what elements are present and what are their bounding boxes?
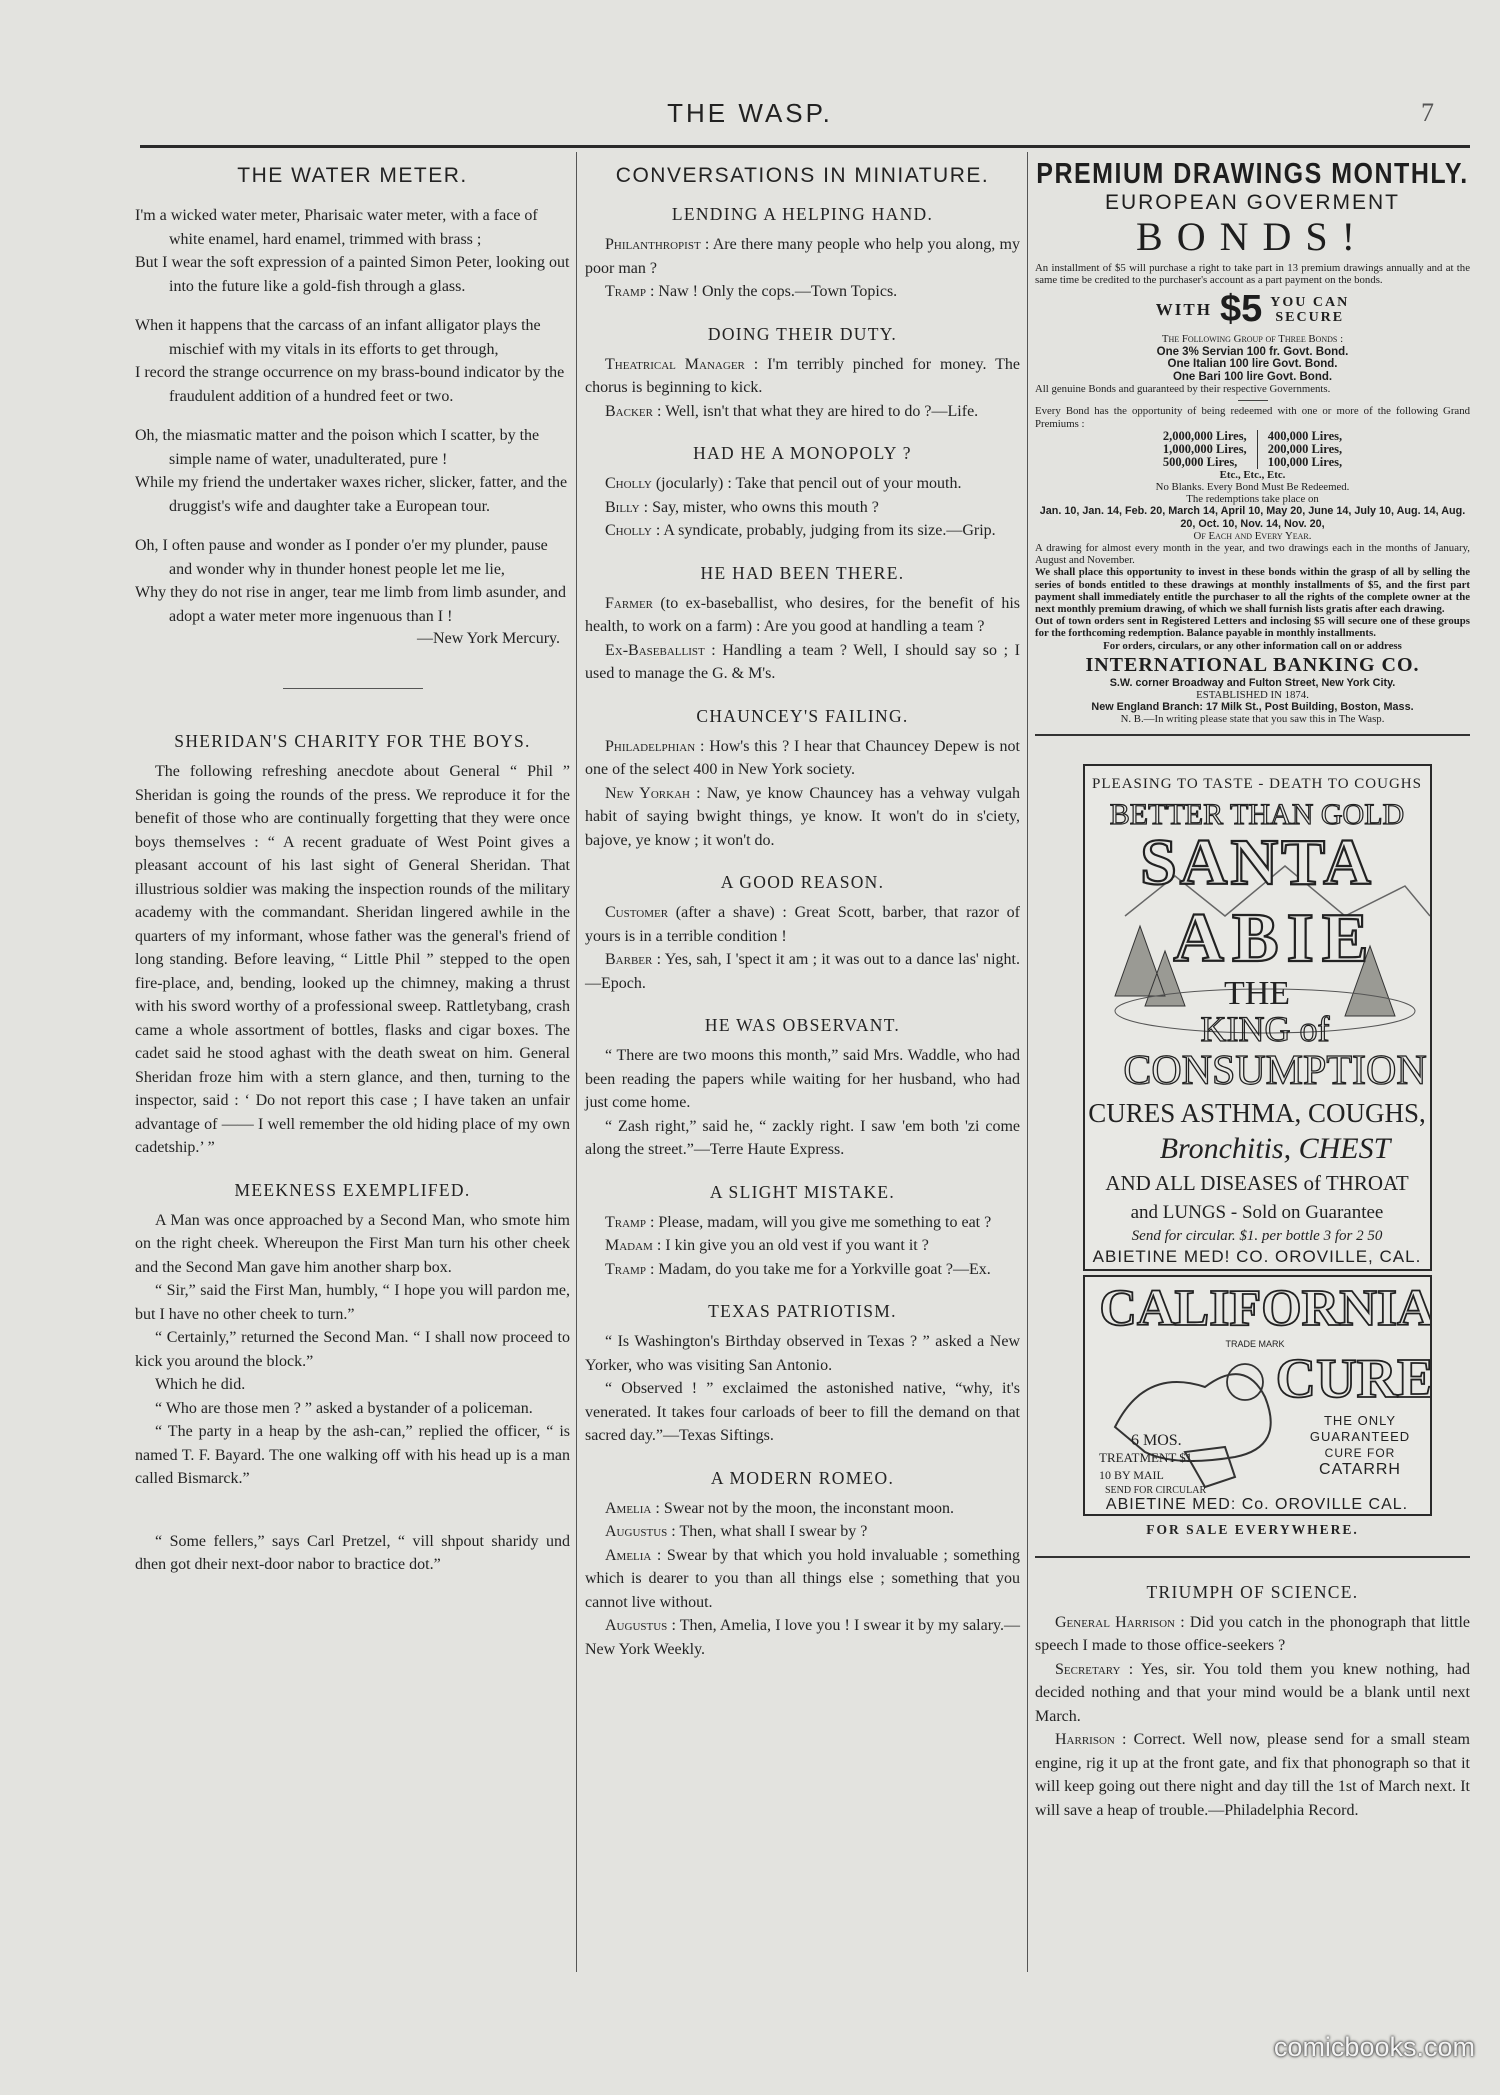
ad-bottom-rule xyxy=(1035,734,1470,736)
speaker: General Harrison : xyxy=(1055,1613,1185,1631)
dialogue: Then, what shall I swear by ? xyxy=(675,1523,868,1540)
dialogue-line xyxy=(585,948,1020,995)
cure-treatment: TREATMENT $1. xyxy=(1099,1449,1196,1465)
conversation-section-title: HAD HE A MONOPOLY ? xyxy=(693,443,912,463)
dialogue-line xyxy=(585,639,1020,686)
ad-established: ESTABLISHED IN 1874. xyxy=(1196,688,1309,701)
conversation-section-title: TEXAS PATRIOTISM. xyxy=(708,1301,897,1321)
triumph-line xyxy=(1035,1658,1470,1729)
speaker: Augustus : xyxy=(605,1523,676,1540)
dialogue-line xyxy=(585,1330,1020,1377)
dialogue-line xyxy=(585,519,1020,543)
ad-consumption: CONSUMPTION xyxy=(1123,1047,1427,1094)
speaker: Tramp : xyxy=(605,283,655,300)
speaker: Farmer xyxy=(605,594,654,612)
ad-amount: $5 xyxy=(1219,288,1263,331)
ad-company: INTERNATIONAL BANKING CO. xyxy=(1085,653,1420,676)
meekness-title: MEEKNESS EXEMPLIFED. xyxy=(234,1179,471,1200)
triumph-title: TRIUMPH OF SCIENCE. xyxy=(1146,1581,1359,1602)
speaker: Ex-Baseballist : xyxy=(605,641,716,659)
speaker: Philadelphian : xyxy=(605,737,705,755)
meekness-paragraph: “ Who are those men ? ” asked a bystander of a policeman. xyxy=(155,1399,533,1417)
ad-redeemed: Every Bond has the opportunity of being redeemed with one or more of the following Grand Premiums : xyxy=(1035,405,1470,430)
ad-you-can: YOU CAN xyxy=(1270,294,1350,310)
dialogue-line xyxy=(585,496,1020,520)
dialogue: Swear by that which you hold invaluable ; something which is dearer to you than all things else ; something that you cannot live without. xyxy=(585,1546,1021,1611)
ad-for-orders: For orders, circulars, or any other information call on or address xyxy=(1103,639,1402,652)
dialogue-line xyxy=(585,782,1020,853)
pretzel-quote: “ Some fellers,” says Carl Pretzel, “ vill shpout sharidy und dhen got dheir next-door nabor to bractice dot.” xyxy=(135,1532,570,1573)
dialogue-line xyxy=(585,1520,1020,1544)
cure-by-mail: 10 BY MAIL xyxy=(1099,1467,1164,1482)
ad-you-can-secure xyxy=(1270,295,1349,325)
ad-lire: 2,000,000 Lires, xyxy=(1162,428,1247,443)
poem-stanza: Oh, I often pause and wonder as I ponder o'er my plunder, pause and wonder why in thunder honest people let me lie, xyxy=(135,537,548,578)
speaker: Harrison : xyxy=(1055,1731,1127,1749)
ad-subhead: EUROPEAN GOVERMENT xyxy=(1104,191,1401,214)
ad-company-abietine: ABIETINE MED! CO. OROVILLE, CAL. xyxy=(1092,1246,1422,1266)
column-3 xyxy=(1035,157,1470,1822)
dialogue-line xyxy=(585,472,1020,496)
dialogue: Are there many people who help you along, my poor man ? xyxy=(585,236,1020,277)
ad-bond-item: One Bari 100 lire Govt. Bond. xyxy=(1172,370,1333,383)
speaker: Billy : xyxy=(605,498,649,516)
cure-trademark: TRADE MARK xyxy=(1225,1338,1285,1349)
section-divider xyxy=(283,688,423,689)
speaker: Tramp : xyxy=(605,1213,655,1231)
dialogue: Naw, ye know Chauncey has a vehway vulgah habit of saying bwight things, ye know. It won't do in s'ciety, bajove, ye know ; it won't do. xyxy=(585,784,1020,849)
triumph-line xyxy=(1035,1611,1470,1658)
watermark-text: comicbooks.com xyxy=(1273,2032,1475,2062)
meekness-paragraph: “ Certainly,” returned the Second Man. “ I shall now proceed to kick you around the block.” xyxy=(135,1329,570,1370)
poem-stanza: When it happens that the carcass of an infant alligator plays the mischief with my vitals in its efforts to get through, xyxy=(135,317,541,358)
ad-bronchitis: Bronchitis, CHEST xyxy=(1159,1131,1391,1165)
ad-lire: 1,000,000 Lires, xyxy=(1162,441,1247,456)
cure-only: THE ONLY xyxy=(1323,1412,1397,1428)
speaker: Barber : xyxy=(605,951,662,968)
conversation-section-title: DOING THEIR DUTY. xyxy=(707,323,898,344)
speaker: Theatrical Manager : xyxy=(605,355,759,373)
ad-branch: New England Branch: 17 Milk St., Post Building, Boston, Mass. xyxy=(1091,701,1414,714)
ad-lire: 100,000 Lires, xyxy=(1267,454,1343,469)
for-sale-everywhere: FOR SALE EVERYWHERE. xyxy=(1146,1521,1359,1537)
ad-price-row xyxy=(1035,288,1470,331)
ad-cures: CURES ASTHMA, COUGHS, xyxy=(1088,1097,1426,1128)
speaker: Augustus : xyxy=(605,1617,676,1634)
dialogue: “ There are two moons this month,” said Mrs. Waddle, who had been reading the papers while waiting for her husband, who had just come home. xyxy=(585,1047,1020,1111)
ad-bond-list xyxy=(1035,346,1470,384)
dialogue: Did you catch in the phonograph that little speech I made to those office-seekers ? xyxy=(1035,1613,1470,1655)
california-cure-illustration xyxy=(1085,1277,1430,1514)
ad-brand-santa: SANTA xyxy=(1140,825,1374,899)
speaker: Amelia : xyxy=(605,1499,660,1517)
column-1 xyxy=(135,160,570,1577)
dialogue-line xyxy=(585,1258,1020,1282)
dialogue: “ Is Washington's Birthday observed in Texas ? ” asked a New Yorker, who was visiting San Antonio. xyxy=(585,1333,1020,1374)
conversation-section-title: CHAUNCEY'S FAILING. xyxy=(696,705,909,726)
conversation-section-title: LENDING A HELPING HAND. xyxy=(671,204,934,224)
ad-lire-col xyxy=(1257,430,1352,469)
dialogue-line xyxy=(585,901,1020,948)
cure-guaranteed: GUARANTEED xyxy=(1309,1428,1411,1444)
dialogue: Swear not by the moon, the inconstant moon. xyxy=(659,1499,955,1517)
cure-title: CALIFORNIA xyxy=(1099,1279,1430,1337)
ad-tagline-top: PLEASING TO TASTE - DEATH TO COUGHS xyxy=(1092,775,1422,792)
ad-divider xyxy=(1238,400,1268,401)
dialogue-line xyxy=(585,1044,1020,1115)
dialogue-line xyxy=(585,592,1020,639)
ad-opportunity: We shall place this opportunity to invest in these bonds within the grasp of all by selling the series of bonds entitled to these drawings at monthly installments of $5, and the first part payment shall immediately entitle the purchaser to all the rights of the complete owner at the next monthly premium drawing, of which we shall furnish lists gratis after each drawing. xyxy=(1035,566,1470,615)
poem-stanza: I record the strange occurrence on my brass-bound indicator by the fraudulent addition of a hundred feet or two. xyxy=(135,364,565,405)
ad-bond-item: One 3% Servian 100 fr. Govt. Bond. xyxy=(1156,345,1349,358)
dialogue: Say, mister, who owns this mouth ? xyxy=(648,498,879,516)
ad-with: WITH xyxy=(1155,299,1212,319)
dialogue: “ Observed ! ” exclaimed the astonished native, “why, it's venerated. It takes four carloads of beer to fill the demand on that sacred day.”—Texas Siftings. xyxy=(585,1380,1020,1444)
column-rule-1 xyxy=(576,152,577,1972)
dialogue: Please, madam, will you give me something to eat ? xyxy=(654,1213,992,1231)
santa-abie-illustration xyxy=(1085,766,1430,1269)
dialogue: (to ex-baseballist, who desires, for the benefit of his health, to work on a farm) : Are you good at handling a team ? xyxy=(585,594,1020,635)
dialogue: I'm terribly pinched for money. The chorus is beginning to kick. xyxy=(585,355,1020,396)
dialogue-line xyxy=(585,1115,1020,1162)
speaker: Amelia : xyxy=(605,1546,662,1564)
meekness-paragraph: “ The party in a heap by the ash-can,” replied the officer, “ is named T. F. Bayard. The one walking off with his head up is a man called Bismarck.” xyxy=(135,1423,570,1487)
header-rule xyxy=(140,145,1470,148)
ad-lire: 200,000 Lires, xyxy=(1267,441,1343,456)
cure-six-mos: 6 MOS. xyxy=(1131,1431,1182,1449)
speaker: Cholly xyxy=(605,475,652,492)
ad-of-each: Of Each and Every Year. xyxy=(1193,529,1312,542)
page-number: 7 xyxy=(1421,98,1434,127)
meekness-paragraph: A Man was once approached by a Second Man, who smote him on the right cheek. Whereupon the First Man turn his other cheek and the Second Man gave him another sharp box. xyxy=(135,1211,570,1276)
dialogue: (after a shave) : Great Scott, barber, that razor of yours is in a terrible condition ! xyxy=(585,904,1020,945)
dialogue: Naw ! Only the cops.—Town Topics. xyxy=(654,283,898,300)
cure-company: ABIETINE MED: Co. OROVILLE CAL. xyxy=(1105,1495,1409,1513)
ad-the: THE xyxy=(1223,974,1291,1012)
poem-stanza: Why they do not rise in anger, tear me limb from limb asunder, and adopt a water meter more ingenuous than I ! xyxy=(135,584,567,625)
conversations-title: CONVERSATIONS IN MINIATURE. xyxy=(615,164,990,187)
page-title: THE WASP. xyxy=(667,98,833,128)
dialogue: Madam, do you take me for a Yorkville goat ?—Ex. xyxy=(654,1260,991,1278)
speaker: Philanthropist : xyxy=(605,236,710,253)
dialogue-line xyxy=(585,400,1020,424)
conversation-section-title: HE HAD BEEN THERE. xyxy=(700,562,905,583)
poem-stanza: While my friend the undertaker waxes richer, slicker, fatter, and the druggist's wife and daughter take a European tour. xyxy=(135,474,568,515)
speaker: Tramp : xyxy=(605,1260,655,1278)
ad-lire-table xyxy=(1035,430,1470,469)
ad-lire: 400,000 Lires, xyxy=(1267,428,1343,443)
dialogue: I kin give you an old vest if you want it ? xyxy=(661,1237,929,1254)
cure-catarrh: CATARRH xyxy=(1319,1460,1401,1478)
conversation-section-title: A GOOD REASON. xyxy=(720,872,885,892)
ad-better-than-gold: BETTER THAN GOLD xyxy=(1109,797,1405,831)
bond-advertisement xyxy=(1035,157,1470,736)
santa-abie-ad xyxy=(1083,764,1432,1271)
cure-send: SEND FOR CIRCULAR xyxy=(1105,1484,1207,1496)
cure-for: CURE FOR xyxy=(1324,1445,1396,1460)
speaker: New Yorkah : xyxy=(605,784,701,802)
dialogue-line xyxy=(585,1211,1020,1235)
ad-diseases: AND ALL DISEASES of THROAT xyxy=(1105,1170,1409,1195)
speaker: Madam : xyxy=(605,1237,662,1254)
poem-stanza: I'm a wicked water meter, Pharisaic water meter, with a face of white enamel, hard enamel, trimmed with brass ; xyxy=(135,207,538,248)
water-meter-poem xyxy=(135,204,570,628)
water-meter-attribution: —New York Mercury. xyxy=(417,630,560,647)
ad-bonds: BONDS! xyxy=(1136,214,1369,259)
speaker: Secretary : xyxy=(1055,1660,1134,1678)
sheridan-body: The following refreshing anecdote about General “ Phil ” Sheridan is going the rounds of the press. We reproduce it for the benefit of those who are continually forgetting that they were once boys themselves : “ A recent graduate of West Point gives a pleasant account of his last sight of General Sheridan. That illustrious soldier was making the inspection rounds of the military academy with the commandant. Sheridan lingered awhile in the quarters of my informant, whose father was the general's friend of long standing. Before leaving, “ Little Phil ” stepped to the open fire-place, and, bending, looked up the chimney, making a thrust with his sword worthy of a professional sweep. Rattletybang, crash came a whole assortment of bottles, flasks and cigar boxes. The cadet said he stood aghast with the death sweat on him. General Sheridan froze him with a stern glance, and then, turning to the inspector, said : ‘ Do not report this case ; I have taken an unfair advantage of —— I well remember the old hiding place of my own cadetship.’ ” xyxy=(135,763,570,1156)
conversation-section-title: A SLIGHT MISTAKE. xyxy=(709,1181,896,1202)
column-rule-2 xyxy=(1027,152,1028,1972)
ad-guarantee: All genuine Bonds and guaranteed by their respective Governments. xyxy=(1035,383,1331,396)
dialogue: Then, Amelia, I love you ! I swear it by my salary.—New York Weekly. xyxy=(585,1617,1021,1658)
conversation-section-title: A MODERN ROMEO. xyxy=(710,1467,895,1488)
ad-nb: N. B.—In writing please state that you saw this in The Wasp. xyxy=(1120,713,1385,726)
dialogue: Handling a team ? Well, I should say so ; I used to manage the G. & M's. xyxy=(585,641,1020,682)
meekness-paragraph: “ Sir,” said the First Man, humbly, “ I hope you will pardon me, but I have no other cheek to turn.” xyxy=(135,1282,570,1323)
ad-etc: Etc., Etc., Etc. xyxy=(1219,468,1286,481)
dialogue-line xyxy=(585,233,1020,280)
dialogue-line xyxy=(585,735,1020,782)
triumph-line xyxy=(1035,1728,1470,1822)
sheridan-title: SHERIDAN'S CHARITY FOR THE BOYS. xyxy=(174,731,531,751)
dialogue: Correct. Well now, please send for a small steam engine, rig it up at the front gate, and fix that phonograph so that it will keep going out there night and day till the 1st of March next. It will save a heap of trouble.—Philadelphia Record. xyxy=(1035,1731,1470,1819)
ad-out-of-town: Out of town orders sent in Registered Letters and inclosing $5 will secure one of these groups for the forthcoming redemption. Balance payable in monthly installments. xyxy=(1035,615,1470,640)
ad-dates: Jan. 10, Jan. 14, Feb. 20, March 14, April 10, May 20, June 14, July 10, Aug. 14, Aug. 20, Oct. 10, Nov. 14, Nov. 20, xyxy=(1039,505,1466,530)
ad-lire-col xyxy=(1153,430,1257,469)
dialogue-line xyxy=(585,1614,1020,1661)
dialogue: Well, isn't that what they are hired to do ?—Life. xyxy=(661,402,979,420)
speaker: Cholly : xyxy=(605,522,661,539)
speaker: Backer : xyxy=(605,402,662,420)
ad-bond-item: One Italian 100 lire Govt. Bond. xyxy=(1167,358,1338,371)
ad-lungs: and LUNGS - Sold on Guarantee xyxy=(1130,1201,1384,1223)
ad-redemptions: The redemptions take place on xyxy=(1186,493,1319,506)
dialogue-line xyxy=(585,1544,1020,1615)
conversation-sections xyxy=(585,204,1020,1661)
ad-send: Send for circular. $1. per bottle 3 for 2 50 xyxy=(1131,1227,1383,1244)
dialogue: (jocularly) : Take that pencil out of your mouth. xyxy=(651,475,962,492)
ad-group-heading: The Following Group of Three Bonds : xyxy=(1161,333,1344,346)
speaker: Customer xyxy=(605,904,669,921)
ad-king: KING of xyxy=(1200,1008,1330,1049)
ad-lire: 500,000 Lires, xyxy=(1162,454,1238,469)
dialogue: A syndicate, probably, judging from its size.—Grip. xyxy=(660,522,996,539)
dialogue: How's this ? I hear that Chauncey Depew is not one of the select 400 in New York society. xyxy=(585,737,1020,778)
water-meter-title: THE WATER METER. xyxy=(237,164,468,187)
dialogue-line xyxy=(585,1234,1020,1258)
conversation-section-title: HE WAS OBSERVANT. xyxy=(704,1015,901,1035)
ad-no-blanks: No Blanks. Every Bond Must Be Redeemed. xyxy=(1155,480,1350,493)
ad-drawing-text: A drawing for almost every month in the year, and two drawings each in the months of January, August and November. xyxy=(1035,541,1470,567)
dialogue-line xyxy=(585,1377,1020,1448)
dialogue-line xyxy=(585,1497,1020,1521)
ad-intro: An installment of $5 will purchase a right to take part in 13 premium drawings annually and at the same time be credited to the purchaser's account as a part payment on the bonds. xyxy=(1035,262,1470,287)
dialogue-line xyxy=(585,280,1020,304)
meekness-paragraph: Which he did. xyxy=(155,1376,246,1393)
ad-end-rule xyxy=(1035,1556,1470,1558)
poem-stanza: But I wear the soft expression of a painted Simon Peter, looking out into the future like a gold-fish through a glass. xyxy=(135,254,570,295)
california-cure-ad xyxy=(1083,1275,1432,1516)
ad-headline: PREMIUM DRAWINGS MONTHLY. xyxy=(1036,157,1469,191)
column-2 xyxy=(585,160,1020,1661)
ad-brand-abie: ABIE xyxy=(1173,899,1377,977)
dialogue: Yes, sir. You told them you knew nothing, had decided nothing and that your mind would be a blank until next March. xyxy=(1035,1660,1470,1725)
ad-address: S.W. corner Broadway and Fulton Street, New York City. xyxy=(1109,676,1396,689)
dialogue: Yes, sah, I 'spect it am ; it was out to a dance las' night.—Epoch. xyxy=(585,951,1020,992)
dialogue: “ Zash right,” said he, “ zackly right. I saw 'em both 'zi come along the street.”—Terre Haute Express. xyxy=(585,1117,1020,1158)
poem-stanza: Oh, the miasmatic matter and the poison which I scatter, by the simple name of water, unadulterated, pure ! xyxy=(135,427,540,468)
ad-secure: SECURE xyxy=(1275,309,1345,325)
cure-word: CURE xyxy=(1275,1347,1430,1410)
dialogue-line xyxy=(585,353,1020,400)
